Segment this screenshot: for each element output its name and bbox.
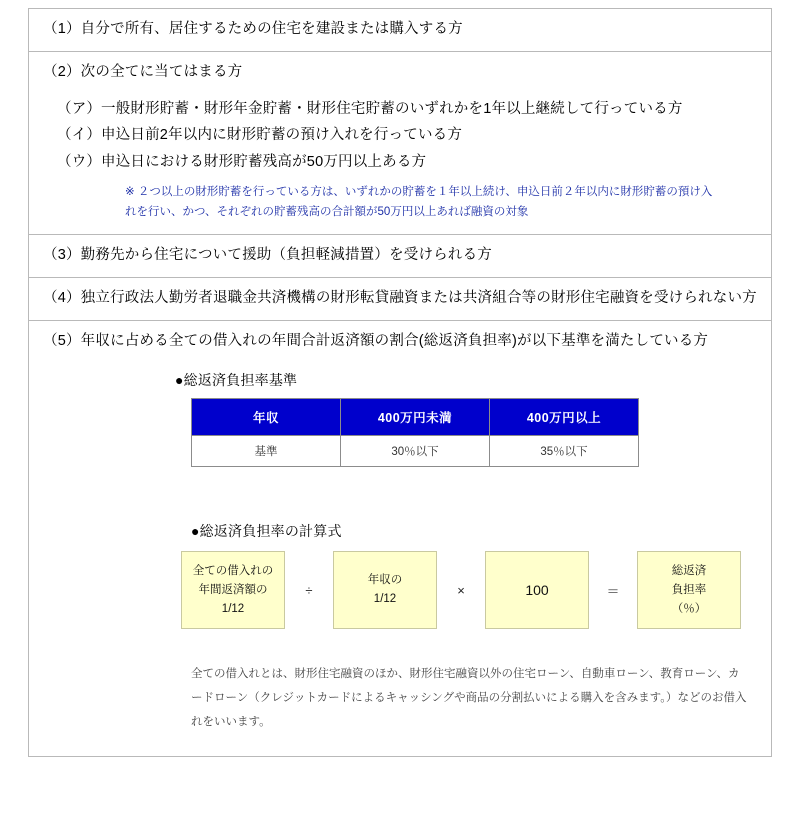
sub-item-u-text: 申込日における財形貯蓄残高が50万円以上ある方 (101, 154, 427, 171)
formula-box-3-line-1: 100 (525, 581, 549, 598)
sub-item-a-marker: （ア） (57, 100, 102, 117)
formula-footnote: 全ての借入れとは、財形住宅融資のほか、財形住宅融資以外の住宅ローン、自動車ローン、教育ローン、カードローン（クレジットカードによるキャッシングや商品の分割払いによる購入を含みます。）などのお借入れをいいます。 (191, 668, 747, 728)
formula-box-total-borrowings (181, 551, 285, 629)
requirement-row-1 (29, 9, 771, 52)
requirement-1-text: （1）自分で所有、居住するための住宅を建設または購入する方 (43, 21, 463, 37)
table-header-row (192, 399, 639, 436)
requirement-2-text: （2）次の全てに当てはまる方 (43, 63, 243, 80)
table-header-under-4m: 400万円未満 (341, 399, 490, 436)
ratio-standard-table (191, 398, 639, 467)
requirement-2-note: ※ ２つ以上の財形貯蓄を行っている方は、いずれかの貯蓄を１年以上続け、申込日前２年以内に財形貯蓄の預け入れを行い、かつ、それぞれの貯蓄残高の合計額が50万円以上あれば融資の対象 (125, 185, 713, 219)
requirement-5-text: （5）年収に占める全ての借入れの年間合計返済額の割合(総返済負担率)が以下基準を満たしている方 (43, 332, 709, 349)
requirement-4-text: （4）独立行政法人勤労者退職金共済機構の財形転貸融資または共済組合等の財形住宅融資を受けられない方 (43, 289, 757, 306)
sub-item-u-marker: （ウ） (57, 154, 102, 171)
sub-item-i-marker: （イ） (57, 127, 102, 144)
sub-item-u (57, 149, 759, 176)
formula-box-2-line-1: 年収の (367, 574, 403, 587)
formula-box-4-line-2: 負担率 (671, 583, 707, 596)
formula-box-4-line-1: 総返済 (671, 564, 707, 577)
requirements-table (28, 8, 772, 757)
formula-box-hundred (485, 551, 589, 629)
sub-item-i (57, 122, 759, 149)
formula-box-4-line-3: （％） (671, 602, 707, 615)
requirement-row-3 (29, 235, 771, 278)
table-header-over-4m: 400万円以上 (490, 399, 639, 436)
sub-item-a-text: 一般財形貯蓄・財形年金貯蓄・財形住宅貯蓄のいずれかを1年以上継続して行っている方 (101, 100, 683, 117)
formula-box-annual-income (333, 551, 437, 629)
formula-operator-multiply: × (457, 582, 465, 598)
table-header-income: 年収 (192, 399, 341, 436)
requirement-row-2 (29, 52, 771, 235)
requirement-2-sublist (57, 96, 759, 176)
formula-box-1-line-1: 全ての借入れの (192, 564, 274, 577)
ratio-section (43, 370, 759, 746)
formula-box-2-line-2: 1/12 (373, 593, 397, 606)
formula-operator-equals: ＝ (606, 583, 620, 599)
formula-box-result-ratio (637, 551, 741, 629)
requirement-3-text: （3）勤務先から住宅について援助（負担軽減措置）を受けられる方 (43, 247, 492, 264)
formula-box-1-line-3: 1/12 (221, 602, 245, 615)
table-cell-over-4m-value: 35％以下 (490, 436, 639, 467)
table-row (192, 436, 639, 467)
formula-operator-divide: ÷ (305, 582, 313, 598)
sub-item-i-text: 申込日前2年以内に財形貯蓄の預け入れを行っている方 (101, 127, 463, 144)
formula-box-1-line-2: 年間返済額の (198, 583, 268, 596)
formula-section-heading: ●総返済負担率の計算式 (191, 523, 342, 540)
table-cell-standard-label: 基準 (192, 436, 341, 467)
sub-item-a (57, 96, 759, 123)
table-cell-under-4m-value: 30％以下 (341, 436, 490, 467)
ratio-section-heading: ●総返済負担率基準 (175, 372, 298, 389)
requirement-row-5 (29, 321, 771, 756)
formula-diagram (181, 551, 759, 629)
requirement-row-4 (29, 278, 771, 321)
